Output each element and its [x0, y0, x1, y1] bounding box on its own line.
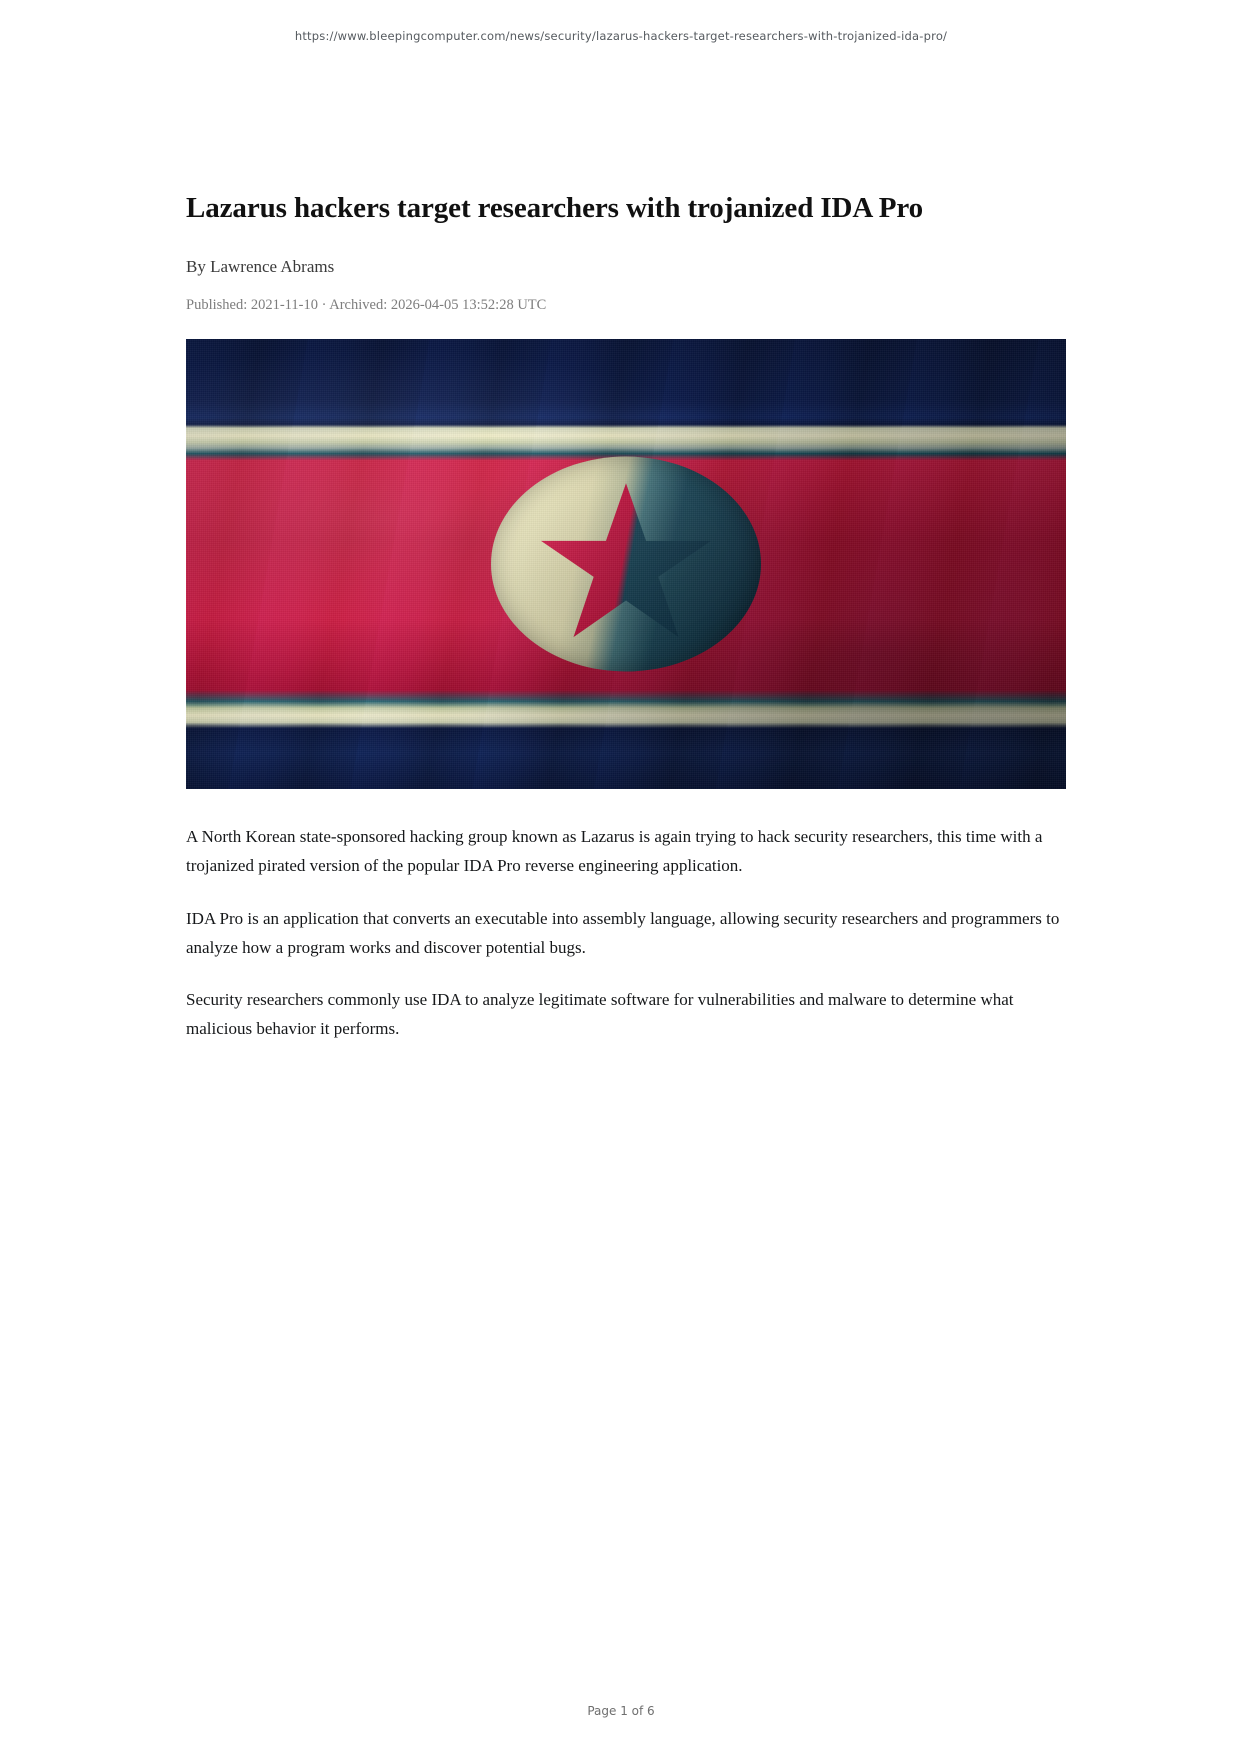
article-body [186, 822, 1066, 1043]
source-url: https://www.bleepingcomputer.com/news/security/lazarus-hackers-target-researchers-with-trojanized-ida-pro/ [294, 29, 948, 43]
hero-image-north-korean-flag [186, 339, 1066, 789]
article-timestamps: Published: 2021-11-10 · Archived: 2026-04-05 13:52:28 UTC [186, 297, 547, 314]
article-paragraph: Security researchers commonly use IDA to analyze legitimate software for vulnerabilities and malware to determine what malicious behavior it performs. [186, 990, 1014, 1039]
page-number-footer: Page 1 of 6 [587, 1704, 655, 1718]
article-byline: By Lawrence Abrams [186, 257, 335, 277]
flag-grain-overlay [186, 339, 1066, 789]
article-paragraph: A North Korean state-sponsored hacking group known as Lazarus is again trying to hack security researchers, this time with a trojanized pirated version of the popular IDA Pro reverse engineering application. [186, 827, 1043, 876]
page-title: Lazarus hackers target researchers with trojanized IDA Pro [186, 192, 924, 224]
article-container [186, 190, 1066, 1067]
article-paragraph: IDA Pro is an application that converts an executable into assembly language, allowing security researchers and programmers to analyze how a program works and discover potential bugs. [186, 908, 1060, 957]
